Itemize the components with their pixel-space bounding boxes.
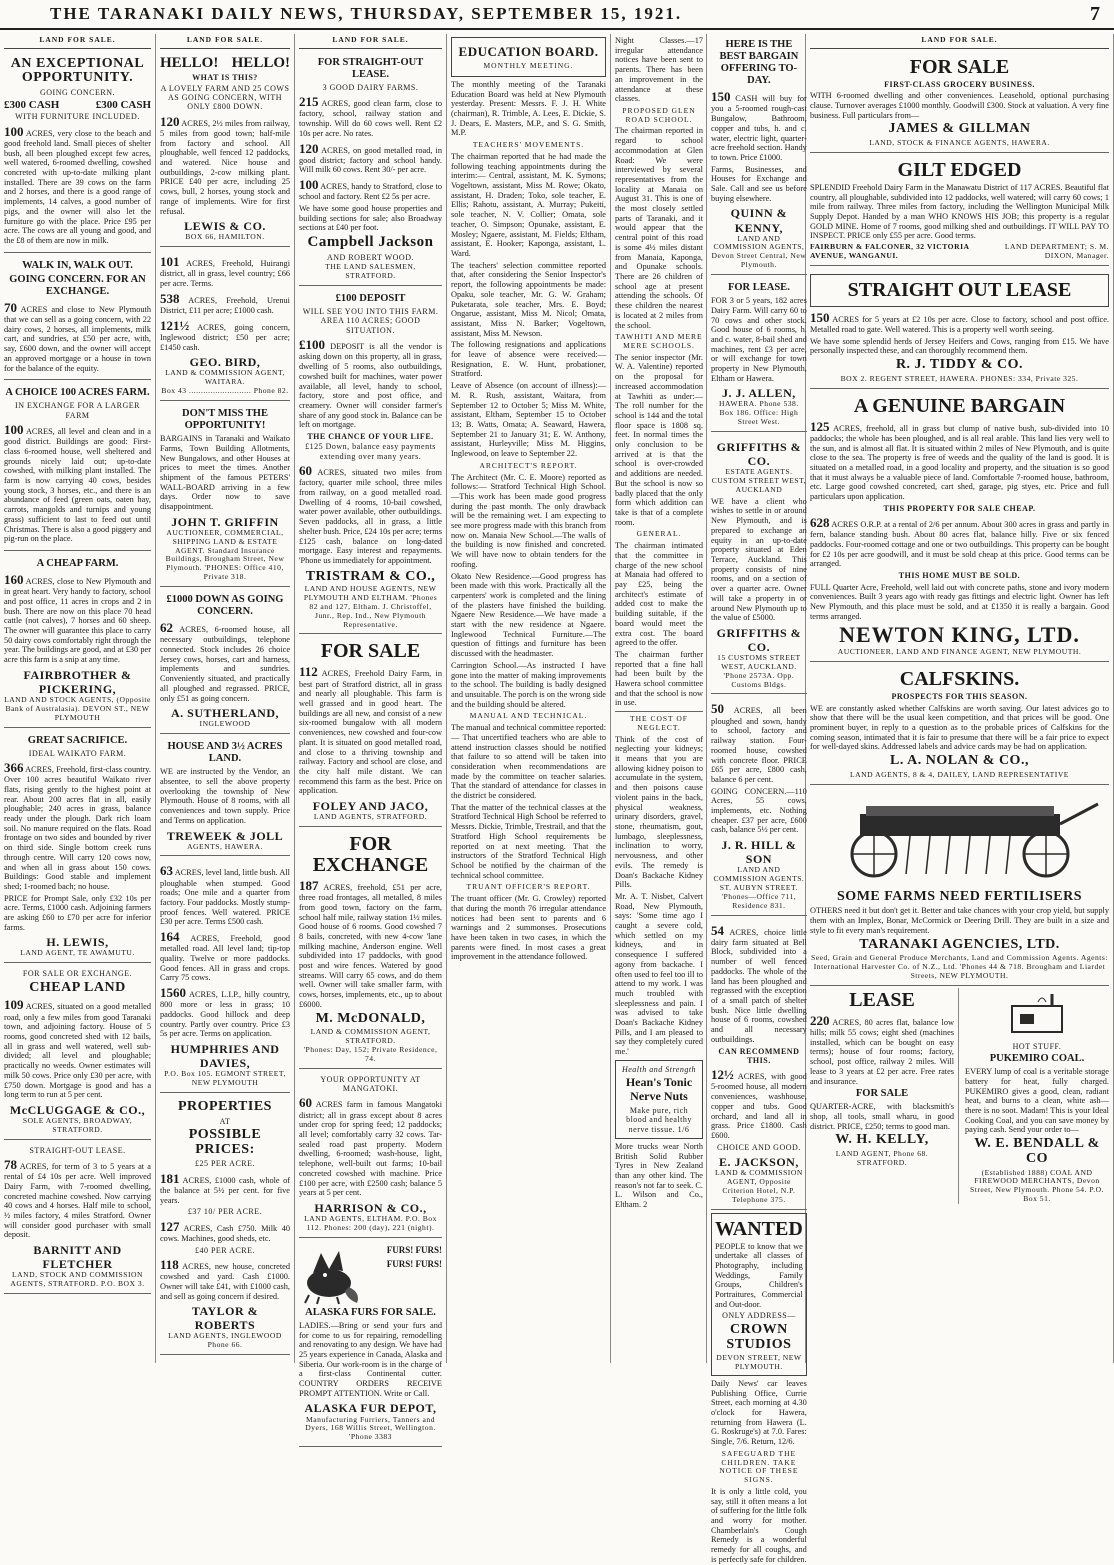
hello-left: HELLO! bbox=[160, 54, 219, 71]
section-heading: TAWHITI AND MERE MERE SCHOOLS. bbox=[615, 332, 703, 350]
listing: 50 ACRES, all been ploughed and sown, handy to school, factory and railway station. Four-roomed house, cowshed with concrete floor. PRICE £65 per acre, £800 cash, balance 6 per cent. bbox=[711, 701, 807, 784]
advert-walk-in bbox=[4, 255, 151, 381]
agent-address: (Established 1888) COAL AND FIREWOOD MERCHANTS, Devon Street, New Plymouth. Phone 54. P.O. Box 51. bbox=[969, 1167, 1104, 1204]
advert-body: 125 ACRES, freehold, all in grass but clump of native bush, sub-divided into 10 paddocks; the whole has been ploughed, and is all real arable. This land lies very well to the sun, and is almost all flat. It is situated within 2 miles of New Plymouth, and is quite close to the sea. The property is free of weeds and the quality of the land is good. It is situated on a metalled road, in a good locality and property, and the situation is so good that it must always be a valuable piece of land. Comfortable 7-roomed house, bathroom, etc. Large good cowshed concreted, cart shed, garage, pig styes, etc. Price and full particulars upon application. bbox=[810, 418, 1109, 502]
agent-address: LAND, STOCK AND COMMISSION AGENTS, STRATFORD. P.O. BOX 3. bbox=[10, 1270, 145, 1289]
agent-address: P.O. Box 105. EGMONT STREET, NEW PLYMOUTH bbox=[164, 1069, 286, 1088]
agent-name: W. E. BENDALL & CO bbox=[974, 1136, 1100, 1166]
advert-at: AT bbox=[219, 1116, 231, 1126]
advert-title: HOUSE AND 3½ ACRES LAND. bbox=[167, 741, 283, 765]
advert-hello bbox=[160, 52, 290, 247]
advert-nerve-nuts bbox=[615, 1060, 703, 1139]
article-paragraph: The senior inspector (Mr. W. A. Valentine) reported on the proposal for increased accommodation at Tawhiti as under:— The roll number for the school is 144 and the total floor space is 1808 sq. feet. In normal times the only conclusion to be arrived at is that the school is over-crowded and additions are needed. But the school is now so badly placed that the only form which addition can take is that of a complete room. bbox=[615, 352, 703, 527]
listing: 164 ACRES, Freehold, good metalled road. All level land; tip-top quality. Twelve or more paddocks. Good fences. All in grass and crops. Carry 75 cows. bbox=[160, 929, 290, 983]
advert-title: GREAT SACRIFICE. bbox=[27, 734, 128, 746]
advert-body: 100 ACRES, all level and clean and in a good district. Buildings are good: First-class 6-roomed house, well sheltered and grounds nicely laid out; up-to-date cowshed, with milking plant installed. The farm is now carrying 40 cows, besides young stock, 3 horses, etc., and there is an abundance of feed (green oats, oaten hay, carrots, mangolds and turnips and young grass) sufficient to last to feed out until Christmas. There is also a good piggery and pig-run on the place. bbox=[4, 422, 151, 544]
agent-address: LAND AND COMMISSION AGENTS, Devon Street Central, New Plymouth. bbox=[711, 233, 807, 270]
advert-title: YOUR OPPORTUNITY AT MANGATOKI. bbox=[320, 1074, 421, 1094]
advert-body: PEOPLE to know that we undertake all classes of Photography, including Weddings, Family Groups, Children's Portraitures, Commercial and Out-door. bbox=[715, 1241, 803, 1309]
agent-row bbox=[810, 243, 1109, 261]
agent-name: TAYLOR & ROBERTS bbox=[191, 1304, 259, 1333]
advert-heading: CAN RECOMMEND THIS. bbox=[718, 1046, 800, 1065]
advert-note: Farms, Businesses, and Houses for Exchange and Sale. Call and see us before buying elsewhere. bbox=[711, 164, 807, 203]
article-paragraph: Leave of Absence (on account of illness):— M. R. Rush, assistant, Waitara, from September 12 to October 5; Miss M. White, assistant, Eltham, September 15 to October 13; B. Watts, Omata; A. Seaward, Hawera, September 21 to January 31; E. W. Anthony, assistant, Hurleyville; Miss M. Higgins, Inglewood, on leave to September 22. bbox=[451, 381, 606, 459]
notice-paragraph: Daily News' car leaves Publishing Office, Currie Street, each morning at 4.30 o'clock for Hawera, returning from Hawera (L. G. Roskruge's) at 7.0. Fares: Single, 7/6. Return, 12/6. bbox=[711, 1378, 807, 1447]
article-paragraph: The following resignations and applications for leave of absence were received:— Resignation, E. W. Hunt, probationer, Stratford. bbox=[451, 340, 606, 379]
article-paragraph: The chairman reported in regard to school accommodation at Glen Road: We were interviewed by several representatives from the locality at Manaia on August 31. This is one of the most closely settled parts of Taranaki, and it would appear that the central point of this road is some 4½ miles distant from Manaia, Kaponga, and Opunake schools. There are 26 children of school age at present attending the schools. Of these children the nearest is located at 2 miles from the school. bbox=[615, 126, 703, 330]
agent-name: GEO. BIRD, bbox=[189, 355, 261, 370]
column-heading: LAND FOR SALE. bbox=[4, 34, 151, 49]
article-paragraph: The manual and technical committee reported:— That uncertified teachers who are able to attend instruction classes should be notified that failure to so attend will be taken into consideration when recommendations are made by the committee on teacher salaries. That the standard of attendance for classes in the district be considered. bbox=[451, 723, 606, 801]
advert-title: FOR LEASE. bbox=[727, 282, 790, 294]
bottom-adverts bbox=[810, 988, 1109, 1204]
advert-title: SOME FARMS NEED FERTILISERS bbox=[837, 888, 1082, 904]
advert-best-bargain bbox=[711, 34, 807, 275]
listing: 120 ACRES, on good metalled road, in good district; factory and school handy. Will milk 60 cows. Rent 30/- per acre. bbox=[299, 140, 442, 175]
advert-subtitle: £125 Down, balance easy payments extending over many years. bbox=[305, 442, 436, 461]
advert-body: 112 ACRES, Freehold Dairy Farm, in best part of Stratford district, all in grass and nearly all ploughable. This farm is well grassed and in good heart. The buildings are all new, and consist of a new six-roomed bungalow with all modern conveniences, new cowshed and four-cow plant. It is situated on good metalled road, and close to a thriving township and railway. Factory and school are close, and the city half mile distant. We can recommend this farm as the best. Price on application. bbox=[299, 664, 442, 796]
section-heading: ARCHITECT'S REPORT. bbox=[479, 460, 578, 470]
advert-body: OTHERS need it but don't get it. Better and take chances with your crop yield, but supply them with an Implex, Bonar, McCormick or Deering Drill. They are built in a size and style to fit every man's requirement. bbox=[810, 906, 1109, 935]
agent-address: Manufacturing Furriers, Tanners and Dyers, 168 Willis Street, Wellington. 'Phone 3383 bbox=[305, 1414, 436, 1442]
agent-address: DEVON STREET, NEW PLYMOUTH. bbox=[716, 1353, 802, 1372]
advert-subtitle: GOING CONCERN. FOR AN EXCHANGE. bbox=[9, 273, 146, 297]
page-number: 7 bbox=[1090, 2, 1100, 25]
price-heading: £37 10/ PER ACRE. bbox=[187, 1207, 263, 1217]
column-3 bbox=[295, 34, 447, 1442]
advert-body: 60 ACRES farm in famous Mangatoki district; all in grass except about 8 acres under crop for spring feed; 12 paddocks; all level; comfortably carry 32 cows. Tar-sealed road past property. Modern dwelling, 6-roomed; wash-house, light, telephone, well-built out farms; 10-bail concreted cowshed with machine. Price £100 per acre, with £2500 cash; balance 5 years at 5 per cent. bbox=[299, 1095, 442, 1198]
masthead bbox=[0, 0, 1114, 30]
advert-title: AN EXCEPTIONAL OPPORTUNITY. bbox=[10, 55, 145, 86]
column-1 bbox=[0, 34, 156, 1363]
agent-name: HUMPHRIES AND DAVIES, bbox=[170, 1042, 280, 1071]
agent-name: A. SUTHERLAND, bbox=[170, 706, 279, 721]
advert-title: WALK IN, WALK OUT. bbox=[22, 259, 133, 271]
advert-straight-out-lease bbox=[4, 1142, 151, 1294]
advert-grocery bbox=[810, 52, 1109, 153]
stove-illustration-icon bbox=[992, 992, 1082, 1038]
advert-tagline: HOT STUFF. bbox=[1012, 1041, 1062, 1051]
article-title: EDUCATION BOARD. bbox=[458, 44, 599, 59]
article-paragraph: The monthly meeting of the Taranaki Education Board was held at New Plymouth yesterday. Present: Messrs. F. J. H. White (chairman), R. Trimble, A. Lees, E. Dickie, S. J. Dears, E. Masters, M.P., and S. G. Smith, M.P. bbox=[451, 79, 606, 138]
article-paragraph: The chairman intimated that the committee in charge of the new school at Manaia had offered to pay £25, being the architect's estimate of added cost to make the building suitable, if the board would meet the extra cost. The board agreed to the offer. bbox=[615, 541, 703, 648]
advert-subtitle: 3 GOOD DAIRY FARMS. bbox=[322, 82, 419, 92]
advert-title: A CHEAP FARM. bbox=[36, 557, 119, 569]
advert-fertilisers bbox=[810, 787, 1109, 986]
advert-body: 366 ACRES, Freehold, first-class country. Over 100 acres beautiful Waikato river flats, rising gently to the highest point at rear. About 200 acres flat in all, easily ploughable; 240 acres in grass, balance ready under the plough. Dark rich loam soil. No manure required on the flats. Road frontage on two sides and bounded by river on third side. Single bottom creek runs through centre. Will carry 120 cows now, and when all in grass about 150 cows. Buildings: Good stable and implement shed; 1-roomed bach; no house. bbox=[4, 759, 151, 891]
advert-house-land bbox=[160, 736, 290, 856]
advert-question: WHAT IS THIS? bbox=[192, 73, 258, 83]
advert-title: FOR SALE bbox=[320, 640, 421, 663]
section-heading: TEACHERS' MOVEMENTS. bbox=[472, 140, 585, 150]
advert-body: 187 ACRES, freehold, £51 per acre, three road frontages, all metalled, 8 miles from good town, factory on the farm, school half mile, railway station 1½ miles. Good house of 6 rooms. Good cowshed 7 8 bails, concreted, with new 4-cow 'lane milking machine, Anderson engine. Well subdivided into 17 paddocks, with good post and wire fences. Watered by good streams. Will carry 65 cows, and do them well. Owner will take smaller farm, with cows, horses, implements, etc., up to about £6000. bbox=[299, 877, 442, 1009]
advert-great-sacrifice bbox=[4, 730, 151, 964]
agent-name: FOLEY AND JACO, bbox=[312, 799, 429, 814]
agent-address: THE LAND SALESMEN, STRATFORD. bbox=[325, 262, 416, 281]
advert-heading: THIS PROPERTY FOR SALE CHEAP. bbox=[883, 503, 1036, 513]
agent-department: LAND DEPARTMENT; S. M. DIXON, Manager. bbox=[1004, 242, 1109, 260]
agent-partner: AND ROBERT WOOD. bbox=[326, 252, 414, 262]
notice-paragraph: It is only a little cold, you say, still it often means a lot of suffering for the little folk and worry for mother. Chamberlain's Cough Remedy is a wonderful remedy for all coughs, and is perfectly safe for children. bbox=[711, 1486, 807, 1564]
agent-name: E. JACKSON, bbox=[718, 1155, 799, 1169]
advert-body: EVERY lump of coal is a veritable storage battery for heat, fully charged. PUKEMIRO gives a good, clean, radiant heat, and burns to a clean, white ash—there is no soot. Madam! This is your Ideal Cooking Coal, and you can save money by paying cash. Send your order to— bbox=[965, 1067, 1109, 1135]
advert-heading: FOR SALE OR EXCHANGE. bbox=[22, 969, 133, 979]
advert-title: HERE IS THE BEST BARGAIN OFFERING TO-DAY. bbox=[719, 39, 799, 87]
agent-name: ALASKA FUR DEPOT, bbox=[304, 1401, 437, 1416]
agent-name: L. A. NOLAN & CO., bbox=[890, 753, 1029, 769]
advert-subtitle: Make pure, rich blood and healthy nerve tissue. 1/6 bbox=[626, 1105, 692, 1134]
agent-address: AUCTIONEER, COMMERCIAL, SHIPPING LAND & ESTATE AGENT. Standard Insurance Buildings, Brougham Street, New Plymouth. 'PHONES: Office 410, Private 318. bbox=[165, 527, 285, 582]
advert-body: WITH 6-roomed dwelling and other conveniences. Leasehold, optional purchasing clause. Turnover averages £1000 monthly. Goodwill £300. Stock at valuation. A very fine business. Full particulars from— bbox=[810, 91, 1109, 120]
section-heading: THE COST OF NEGLECT. bbox=[630, 714, 688, 732]
agent-address: LAND & COMMISSION AGENT, STRATFORD. bbox=[310, 1027, 431, 1046]
agent-name: GRIFFITHS & CO. bbox=[716, 440, 802, 469]
advert-heading: FOR SALE bbox=[855, 1088, 909, 1100]
advert-genuine-bargain bbox=[810, 391, 1109, 663]
agent-address: ESTATE AGENTS. CUSTOM STREET WEST, AUCKLAND bbox=[711, 467, 807, 494]
advert-title: FOR STRAIGHT-OUT LEASE. bbox=[317, 56, 424, 80]
advert-body: 220 ACRES, 80 acres flat, balance low hills; milk 55 cows; eight shed (machines installed, which can be bought on easy terms); house of four rooms; factory, school, post office, railway 2 miles. Will lease to 3 years at £2 per acre. Free rates and insurance. bbox=[810, 1012, 954, 1086]
article-education-board bbox=[451, 37, 606, 77]
listing: 215 ACRES, good clean farm, close to factory, school, railway station and township. Will do 60 cows well. Rent £2 10s per acre. No rates. bbox=[299, 94, 442, 138]
agent-address: LAND AGENTS, 8 & 4, DAILEY, LAND REPRESENTATIVE bbox=[850, 769, 1069, 779]
advert-body: 160 ACRES, close to New Plymouth and in great heart. Very handy to factory, school and post office, 11 acres in crops and 2 in bush. There are now on this place 70 head cattle (not calves), 7 horses and 60 sheep. The owner will guarantee this place to carry 50 dairy cows comfortably right through the year. The buildings are good, and at £30 per acre this farm is a snip at any time. bbox=[4, 572, 152, 665]
advert-body: 78 ACRES, for term of 3 to 5 years at a rental of £4 10s per acre. Well improved Dairy Farm, with 7-roomed dwelling, concreted machine cowshed. Now carrying 40 cows and 4 horses. Half mile to school, ½ miles factory, 4 miles Stratford. Owner will consider good purchaser with small deposit. bbox=[4, 1157, 151, 1240]
advert-body: £100 DEPOSIT is all the vendor is asking down on this property, all in grass, dwelling of 5 rooms, also outbuildings, cowshed built for machines, water power available, all level, handy to school, factory, store and post office, and creamery. Owner will consider farmer's share of any good stock in. Balance can be left on mortgage. bbox=[299, 337, 443, 430]
advert-note: WITH FURNITURE INCLUDED. bbox=[15, 112, 140, 122]
column-heading: LAND FOR SALE. bbox=[810, 34, 1109, 49]
advert-tagline: Health and Strength bbox=[621, 1064, 697, 1074]
agent-box: Box 43 .......................... Phone 82. bbox=[161, 386, 289, 396]
advert-lease-kelly bbox=[810, 988, 959, 1204]
agent-address: AGENTS, HAWERA. bbox=[187, 841, 263, 851]
price-heading: £40 PER ACRE. bbox=[194, 1245, 256, 1255]
advert-pukemiro-coal bbox=[965, 988, 1109, 1204]
column-4 bbox=[447, 34, 611, 1363]
agent-name: FAIRBURN & FALCONER, 32 VICTORIA AVENUE, WANGANUI. bbox=[810, 242, 970, 260]
listing: 121½ ACRES, going concern, Inglewood district; £50 per acre; £1450 cash. bbox=[160, 317, 290, 352]
advert-note: ONLY ADDRESS— bbox=[722, 1311, 796, 1321]
agent-name: R. J. TIDDY & CO. bbox=[895, 357, 1024, 373]
agent-name: TRISTRAM & CO., bbox=[305, 568, 436, 584]
agent-name: J. R. HILL & SON bbox=[721, 838, 797, 867]
article-paragraph: That the matter of the technical classes at the Stratford Technical High School be referred to Messrs. Dickie, Trimble, Trestrail, and that the Stratford High School requirements be reported on at next meeting. That the instructors of the Stratford Technical High School be notified by the chairman of the technical school committee. bbox=[451, 802, 606, 880]
listing: 127 ACRES, Cash £750. Milk 40 cows. Machines, good sheds, etc. bbox=[160, 1218, 290, 1243]
advert-title: FOR EXCHANGE bbox=[312, 832, 429, 876]
advert-listings-waitara bbox=[160, 249, 290, 401]
advert-subtitle: POSSIBLE PRICES: bbox=[188, 1127, 262, 1157]
agent-name: W. H. KELLY, bbox=[835, 1132, 929, 1148]
agent-name: H. LEWIS, bbox=[46, 935, 109, 950]
section-heading: TRUANT OFFICER'S REPORT. bbox=[466, 882, 591, 892]
advert-title: PUKEMIRO COAL. bbox=[989, 1053, 1085, 1065]
advert-body: 150 CASH will buy for you a 5-roomed rough-cast Bungalow, Bathroom, copper and tubs, h. and c. water, electric light, quarter-acre freehold section. Handy to town. Price £1000. bbox=[711, 89, 807, 162]
column-2 bbox=[156, 34, 295, 1363]
advert-cheap-farm bbox=[4, 553, 151, 728]
listing: 63 ACRES, level land, little bush. All ploughable when stumped. Good roads; One mile and a quarter from factory. Four paddocks. Mostly stump-proof fences. Well watered. PRICE £30 per acre. Terms £500 cash. bbox=[160, 863, 290, 927]
agent-address: BOX 2. REGENT STREET, HAWERA. PHONES: 334, Private 325. bbox=[840, 373, 1079, 383]
agent-name: HARRISON & CO., bbox=[314, 1201, 427, 1215]
price-right: £300 CASH bbox=[95, 98, 151, 111]
advert-title: STRAIGHT OUT LEASE bbox=[847, 278, 1072, 301]
agent-name: GRIFFITHS & CO. bbox=[716, 625, 802, 654]
agent-address: LAND AGENTS, ELTHAM. P.O. Box 112. Phones: 200 (day), 221 (night). bbox=[304, 1214, 437, 1232]
price-left: £300 CASH bbox=[4, 98, 60, 111]
agent-name: BARNITT AND FLETCHER bbox=[33, 1243, 122, 1272]
agent-phone: 'Phones: Day, 152; Private Residence, 74. bbox=[303, 1045, 438, 1063]
advert-body: 70 ACRES and close to New Plymouth that we can sell as a going concern, with 22 dairy cows, 2 horses, all implements, milk cart, and sundries, at £50 per acre, with, say, £600 down, and the owner will accept an approved mortgage or a house in town for the balance of the equity. bbox=[4, 299, 151, 373]
advert-body: 60 ACRES, situated two miles from factory, quarter mile school, three miles from railway, on a good metalled road. Dwelling of 4 rooms, 10-bail cowshed, water power available, other outbuildings. Seven paddocks, all in grass, a little shelter bush. Price, £24 10s per acre; terms £125 cash, balance on long-dated mortgage. Easy interest and repayments. 'Phone us immediately for appointment. bbox=[299, 463, 442, 565]
column-heading: LAND FOR SALE. bbox=[160, 34, 290, 49]
agent-name: Campbell Jackson bbox=[307, 234, 434, 251]
agent-address: BOX 66, HAMILTON. bbox=[185, 232, 265, 242]
listing: 101 ACRES, Freehold, Huirangi district, all in grass, level country; £66 per acre. Terms. bbox=[160, 254, 290, 289]
advert-body: WE have a client who wishes to settle in or around New Plymouth, and is prepared to exchange an equity in an up-to-date property situated at Eden Terrace, Auckland. This property consists of nine rooms, and on a section of over a quarter acre. Owner will take a property in or around New Plymouth up to the value of £5000. bbox=[711, 496, 807, 623]
agent-name: QUINN & KENNY, bbox=[730, 206, 788, 235]
agent-address: 15 CUSTOMS STREET WEST, AUCKLAND. 'Phone 2573A. Opp. Customs Bldgs. bbox=[717, 652, 801, 689]
listing: 181 ACRES, £1000 cash, whole of the balance at 5½ per cent. for five years. bbox=[160, 1170, 290, 1205]
article-paragraph: The chairman further reported that a fine hall had been built by the Hawera school committee and that the school is now in use. bbox=[615, 649, 703, 708]
advert-subtitle: IDEAL WAIKATO FARM. bbox=[28, 748, 127, 758]
article-paragraph: Night Classes.—17 irregular attendance notices have been sent to parents. There has been an improvement in the attendance at these classes. bbox=[615, 36, 703, 104]
agent-address: LAND AND STOCK AGENTS, (Opposite Bank of Australasia). DEVON ST., NEW PLYMOUTH bbox=[4, 694, 151, 722]
advert-heading: THE CHANCE OF YOUR LIFE. bbox=[307, 432, 434, 442]
advert-title: FOR SALE bbox=[909, 55, 1010, 78]
advert-exceptional-opportunity bbox=[4, 52, 151, 253]
advert-body: 100 ACRES, very close to the beach and good freehold land. Small pieces of shelter bush, all been ploughed except few acres, well watered, 6-roomed dwelling, cowshed concreted with up-to-date milking plant installed. There are 39 cows on the farm and 2 horses, and there is a good range of implements, 14 calves, a good number of pigs, and the owner will also let the furniture go with the place. Price £95 per acre. The cows are all young and good, and the £8 of them are now in milk. bbox=[4, 123, 151, 245]
agent-name: TREWEEK & JOLL bbox=[166, 828, 284, 843]
section-heading: PROPOSED GLEN ROAD SCHOOL. bbox=[622, 105, 696, 124]
agent-name: JOHN T. GRIFFIN bbox=[171, 514, 279, 529]
advert-body: FULL Quarter Acre, Freehold, well laid out with concrete paths, stone and ivory modern conveniences. Built 3 years ago with ready gas fittings and electric light. Owner has left New Plymouth, and this place must be sold, and at £1350 it is really a bargain. Good terms arranged. bbox=[810, 582, 1109, 621]
advert-cheap-land bbox=[4, 965, 151, 1139]
advert-body: SPLENDID Freehold Dairy Farm in the Manawatu District of 117 ACRES. Beautiful flat country, all ploughable, subdivided into 12 paddocks, well watered; will carry 60 cows; 1 mile from railway. Three miles from factory, including the Wellington Municipal Milk Supply Depot. Handed by a man WHO KNOWS HIS JOB; this property is a regular GOLD MINE. Home of 7 rooms, good milking shed and outbuildings. IT WILL PAY TO INSPECT. PRICE only £55 per acre. Good terms. bbox=[810, 182, 1109, 241]
hello-row bbox=[160, 55, 290, 73]
advert-heading: CHOICE AND GOOD. bbox=[717, 1142, 801, 1152]
advert-note: We have some splendid herds of Jersey Heifers and Cows, ranging from £15. We have personally inspected these, and can thoroughly recommend them. bbox=[810, 336, 1109, 356]
listing: 12½ ACRES, with good 5-roomed house, all modern conveniences, washhouse, copper and tubs. Good orchard, and land all in grass. Price £1800. Cash £600. bbox=[711, 1067, 807, 1140]
agent-address: LAND & COMMISSION AGENT, Opposite Criterion Hotel, N.P. Telephone 375. bbox=[714, 1168, 803, 1204]
advert-body: FOR 3 or 5 years, 182 acres Dairy Farm. Will carry 60 to 70 cows and other stock. Good house of 6 rooms, h. and c. water, 8-bail shed and machines, rent £3 per acre, or will exchange for town property in New Plymouth, Eltham or Hawera. bbox=[711, 296, 807, 383]
advert-body: 120 ACRES, 2½ miles from railway, 5 miles from good town; half-mile from factory and school. All ploughable, well fenced 12 paddocks, and watered. Nice house and outbuildings, 2-cow milking plant. PRICE £40 per acre, including 25 cows, bull, 2 horses, young stock and range of implements. Wire for first refusal. bbox=[160, 113, 290, 216]
agent-address: LAND AGENT, TE AWAMUTU. bbox=[20, 948, 135, 958]
advert-opportunity bbox=[160, 403, 290, 587]
advert-mangatoki bbox=[299, 1071, 442, 1238]
advert-griffiths bbox=[711, 434, 807, 694]
advert-going-concern bbox=[160, 589, 290, 734]
advert-title: LEASE bbox=[849, 988, 915, 1011]
advert-body: BARGAINS in Taranaki and Waikato Farms, Town Building Allotments, New Bungalows, and other Houses at prices to meet the times. Another shipment of the famous PETERS' WALL-BOARD arriving in a few days. Order now to save disappointment. bbox=[160, 434, 290, 512]
agent-name: J. J. ALLEN, bbox=[722, 386, 796, 401]
advert-hill-son bbox=[711, 696, 807, 915]
advert-alaska-furs bbox=[299, 1240, 442, 1447]
furs-repeated: FURS! FURS! FURS! FURS! bbox=[386, 1244, 442, 1270]
listing: 118 ACRES, new house, concreted cowshed and yard. Cash £1000. Owner will take £41, with £1000 cash, and sell as going concern if desired. bbox=[160, 1256, 290, 1301]
advert-title: £100 DEPOSIT bbox=[335, 293, 406, 305]
advert-heading: THIS HOME MUST BE SOLD. bbox=[898, 571, 1021, 581]
article-paragraph: Okato New Residence.—Good progress has been made with this work. Practically all the carpenters' work is completed and the lining of the plasters have finished the building. Ngaere New Residence.—We have made a start with the new residence at Ngaere. Inglewood Technical Furniture.—The question of fittings and furniture has been discussed with the headmaster. bbox=[451, 571, 606, 659]
advert-jackson bbox=[711, 918, 807, 1210]
advert-deposit bbox=[299, 288, 442, 634]
article-continuation bbox=[615, 34, 707, 1363]
advert-body: WE are instructed by the Vendor, an absentee, to sell the above property overlooking the township of New Plymouth. House of 8 rooms, with all conveniences and town supply. Price and Terms on application. bbox=[160, 767, 290, 825]
fox-illustration-icon bbox=[299, 1243, 363, 1305]
listing: 538 ACRES, Freehold, Urenui District, £11 per acre; £1000 cash. bbox=[160, 290, 290, 315]
agent-address: LAND AGENT, Phone 68. STRATFORD. bbox=[835, 1149, 929, 1167]
seed-drill-illustration-icon bbox=[820, 794, 1100, 886]
agent-address: LAND & COMMISSION AGENT, WAITARA. bbox=[165, 368, 285, 387]
agent-address: LAND AND HOUSE AGENTS, NEW PLYMOUTH AND ELTHAM. 'Phones 82 and 127, Eltham. J. Christoffel, Junr., Rep. Ind., New Plymouth Representative. bbox=[303, 584, 438, 629]
agent-address: LAND AGENTS, STRATFORD. bbox=[313, 812, 428, 822]
agent-name: M. McDONALD, bbox=[315, 1010, 426, 1026]
agent-address: LAND AGENTS, INGLEWOOD Phone 66. bbox=[168, 1331, 282, 1350]
advert-title: DON'T MISS THE OPPORTUNITY! bbox=[182, 407, 268, 432]
agent-address: AUCTIONEER, LAND AND FINANCE AGENT, NEW PLYMOUTH. bbox=[837, 647, 1082, 657]
listing: 54 ACRES, choice little dairy farm situated at Bell Block, subdivided into a number of well fenced paddocks. The whole of the land has been ploughed and regrassed with the exception of a small patch of shelter bush. Nice little dwelling house of 6 rooms, cowshed and all necessary outbuildings. bbox=[711, 922, 807, 1044]
agent-name: CROWN STUDIOS bbox=[726, 1321, 792, 1352]
agent-address: INGLEWOOD bbox=[199, 719, 251, 729]
column-heading: LAND FOR SALE. bbox=[299, 34, 442, 49]
advert-title: A GENUINE BARGAIN bbox=[853, 394, 1066, 417]
advert-note: We have some good house properties and building sections for sale; also Broadway sections at £40 per foot. bbox=[299, 204, 442, 233]
advert-title: ALASKA FURS FOR SALE. bbox=[305, 1306, 436, 1318]
advert-title: WANTED bbox=[715, 1217, 803, 1240]
article-subtitle: MONTHLY MEETING. bbox=[483, 61, 574, 71]
agent-name: FAIRBROTHER & PICKERING, bbox=[23, 667, 132, 696]
advert-title: £1000 DOWN AS GOING CONCERN. bbox=[166, 594, 284, 618]
article-paragraph: The Architect (Mr. C. E. Moore) reported as follows:— Stratford Technical High School.—This work has been made good progress during the past month. The only drawback will be the remaining wet. I am expecting to see more progress made with this branch from now on. Manaia New School.—The walls of the building is now finished and concreted. We will have now to obtain tenders for the roofing. bbox=[451, 472, 606, 569]
price-heading: £25 PER ACRE. bbox=[194, 1159, 256, 1169]
agent-address: LAND AND COMMISSION AGENTS. ST. AUBYN STREET. 'Phones—Office 711, Residence 831. bbox=[713, 865, 805, 910]
advert-title: A CHOICE 100 ACRES FARM. bbox=[5, 387, 150, 399]
agent-address: LAND, STOCK & FINANCE AGENTS, HAWERA. bbox=[869, 137, 1050, 147]
advert-gilt-edged bbox=[810, 155, 1109, 266]
advert-body: 62 ACRES, 6-roomed house, all necessary outbuildings, telephone connected. Stock includes 26 choice Jersey cows, horses, cart and harness, implements and sundries. Conveniently situated, and practically all ploughed and regrassed. PRICE, only £51 as going concern. bbox=[160, 620, 290, 703]
article-paragraph: Mr. A. T. Nisbet, Calvert Road, New Plymouth, says: 'Some time ago I caught a severe cold, which settled on my kidneys, and in consequence I suffered agony from backache. I often used to feel too ill to attend to my work. I was much troubled with sleeplessness and pain. I was advised to take Doan's Backache Kidney Pills, and I am pleased to say they completely cured me.' bbox=[615, 891, 703, 1057]
agent-name: McCLUGGAGE & CO., bbox=[9, 1102, 146, 1117]
article-paragraph: Carrington School.—As instructed I have gone into the matter of making improvements to the school. The building is badly designed and unsuitable. The porch is on the wrong side and the building should be altered. bbox=[451, 660, 606, 709]
column-5-split bbox=[615, 34, 807, 1564]
advert-body: QUARTER-ACRE, with blacksmith's shop, all tools, small wharu, in good district. PRICE, £250; terms to good man. bbox=[810, 1102, 954, 1131]
advert-title: CALFSKINS. bbox=[899, 668, 1020, 691]
advert-crown-studios bbox=[711, 1213, 807, 1376]
advert-body: LADIES.—Bring or send your furs and for come to us for repairing, remodelling and renovating to any design. We have had 25 years experience in Canada, Alaska and Siberia. Our work-room is in the charge of a first-class Continental cutter. COUNTRY ORDERS RECEIVE PROMPT ATTENTION. Write or Call. bbox=[299, 1320, 442, 1398]
fur-header bbox=[299, 1243, 442, 1305]
advert-subtitle: A LOVELY FARM AND 25 COWS AS GOING CONCERN, WITH ONLY £800 DOWN. bbox=[160, 83, 290, 112]
column-6 bbox=[806, 34, 1114, 1363]
advert-title-box bbox=[810, 274, 1109, 307]
advert-subtitle: FIRST-CLASS GROCERY BUSINESS. bbox=[884, 79, 1035, 89]
section-heading: SAFEGUARD THE CHILDREN. TAKE NOTICE OF THESE SIGNS. bbox=[719, 1448, 799, 1485]
article-paragraph: More trucks wear North British Solid Rubber Tyres in New Zealand than any other kind. The reason's not far to seek. C. L. Wilson and Co., Eltham. 2 bbox=[615, 1141, 703, 1210]
column-5 bbox=[611, 34, 807, 1564]
advert-straight-out-lease bbox=[299, 52, 442, 286]
section-heading: MANUAL AND TECHNICAL. bbox=[469, 711, 588, 721]
advert-listings-np bbox=[160, 858, 290, 1093]
advert-price: PRICE for Prompt Sale, only £32 10s per acre. Terms, £1000 cash. Adjoining farmers are asking £60 to £70 per acre for inferior farms. bbox=[4, 893, 151, 932]
price-row bbox=[4, 99, 151, 112]
advert-subtitle: PROSPECTS FOR THIS SEASON. bbox=[891, 692, 1028, 702]
advert-properties bbox=[160, 1095, 290, 1355]
article-paragraph: Think of the cost of neglecting your kidneys; it means that you are allowing kidney poison to accumulate in the system, and then poisons cause violent pains in the back, physical weakness, urinary disorders, gravel, stone, rheumatism, gout, lumbago, sleeplessness, inclination to worry, nervousness, and other evils. The remedy is Doan's Backache Kidney Pills. bbox=[615, 734, 703, 890]
listing: 100 ACRES, handy to Stratford, close to school and factory. Rent £2 5s per acre. bbox=[299, 177, 442, 202]
advert-choice-farm bbox=[4, 382, 151, 551]
advert-straight-out-lease bbox=[810, 268, 1109, 389]
listing: GOING CONCERN.—110 Acres, 55 cows, implements, etc. Nothing cheaper. £37 per acre, £600 cash, balance 5½ per cent. bbox=[711, 786, 807, 835]
article-paragraph: The chairman reported that he had made the following teaching appointments during the interim:— Central, assistant, M. K. Symons; Vogeltown, assistant, Miss M. Rowe; Okato, assistant, H. Draden; Toko, sole teacher, E. Ellis; Rahotu, assistant, A. Murray; Pukeiti, sole teacher, N. V. Collier; Omata, sole teacher, O. Simpson; Opunake, assistant, E. Mosley; Ngaere, assistant, M. Fields; Eltham, assistant, E. Hooker; Kaponga, assistant, L. Ward. bbox=[451, 151, 606, 258]
advert-for-exchange bbox=[299, 829, 442, 1069]
advert-subtitle: GOING CONCERN. bbox=[40, 88, 115, 98]
advert-title: CHEAP LAND bbox=[29, 979, 126, 995]
advert-title: Hean's Tonic Nerve Nuts bbox=[625, 1075, 693, 1104]
advert-body: 109 ACRES, situated on a good metalled road, only a few miles from good Taranaki town, and adjoining factory. House of 5 rooms, good concreted shed with 12 bails, all in grass and well watered, well sub-divided; all level and ploughable; practically no weeds. Owner estimates will milk 50 cows. Price only £30 per acre, with £750 down. Mortgage is good and has a long term to run at 5 per cent. bbox=[4, 997, 151, 1100]
agent-address: SOLE AGENTS, BROADWAY, STRATFORD. bbox=[22, 1115, 133, 1134]
advert-for-lease bbox=[711, 277, 807, 432]
section-heading: GENERAL. bbox=[636, 529, 682, 539]
agent-name: JAMES & GILLMAN bbox=[888, 121, 1031, 137]
article-paragraph: The truant officer (Mr. G. Crowley) reported that during the month 76 irregular attendance notices had been sent to parents and 6 warnings and 2 summonses. Prosecutions have been taken in two cases, in which the parents were fined. In most cases a great improvement in the attendance followed. bbox=[451, 894, 606, 962]
advert-heading: STRAIGHT-OUT LEASE. bbox=[29, 1145, 126, 1155]
advert-subtitle: WILL SEE YOU INTO THIS FARM. AREA 110 ACRES; GOOD SITUATION. bbox=[302, 307, 439, 335]
advert-subtitle: IN EXCHANGE FOR A LARGER FARM bbox=[15, 401, 140, 420]
article-paragraph: The teachers' selection committee reported that, after considering the Senior Inspector's report, the following appointments be made: Opaku, sole teacher, Mr. G. W. Graham; Puketarata, sole teacher, Mrs. E. Boyd; Ongarue, assistant, Miss M. Nicol; Omata, assistant, Miss N. Barker; Vogeltown, assistant, Miss M. Newson. bbox=[451, 260, 606, 338]
agent-name: LEWIS & CO. bbox=[184, 219, 266, 234]
agent-name: TARANAKI AGENCIES, LTD. bbox=[859, 936, 1060, 952]
agent-address: Seed, Grain and General Produce Merchants, Land and Commission Agents. Agents: International Harvester Co. of N.Z., Ltd. 'Phones 44 & 718. Brougham and Liardet Streets, NEW PLYMOUTH. bbox=[811, 953, 1108, 980]
advert-calfskins bbox=[810, 664, 1109, 784]
advert-title: PROPERTIES bbox=[178, 1098, 272, 1114]
advert-body: WE are constantly asked whether Calfskins are worth saving. Our latest advices go to show that there will be the usual keen competition, and that prices will be good. One prominent buyer, in reply to a question as to the probable prices of Calfskins for the coming season, intimated that it is fair to presume that there will be a fair price to expect for well-dayed skins. Addressed labels and advice cards may be had on application. bbox=[810, 703, 1109, 752]
advert-for-sale bbox=[299, 636, 442, 827]
advert-body: 628 ACRES O.R.P. at a rental of 2/6 per annum. About 300 acres in grass and partly in fern, balance standing bush. About 80 acres flat, balance hilly. Five or six fenced paddocks. Four-roomed cottage and one or two outbuildings. This property can be bought for £2 10s per acre goodwill, and it must be sold cheap at this price. Good terms can be arranged. bbox=[810, 515, 1109, 569]
agent-name: NEWTON KING, LTD. bbox=[839, 622, 1080, 648]
advert-stack bbox=[711, 34, 807, 1564]
advert-body: 150 ACRES for 5 years at £2 10s per acre. Close to factory, school and post office. Metalled road to gate. Well watered. This is a property well worth seeing. bbox=[810, 309, 1109, 334]
advert-title: GILT EDGED bbox=[897, 158, 1022, 181]
listing: 1560 ACRES, L.I.P., hilly country, 800 more or less in grass; 10 paddocks. Good hillock and deep country. Partly over country. Price £3 5s per acre. Terms on application. bbox=[160, 985, 291, 1039]
newspaper-title: THE TARANAKI DAILY NEWS, THURSDAY, SEPTEMBER 15, 1921. bbox=[50, 4, 683, 23]
hello-right: HELLO! bbox=[231, 54, 290, 71]
agent-address: HAWERA. Phone 538. Box 186. Office: High Street West. bbox=[719, 399, 799, 427]
